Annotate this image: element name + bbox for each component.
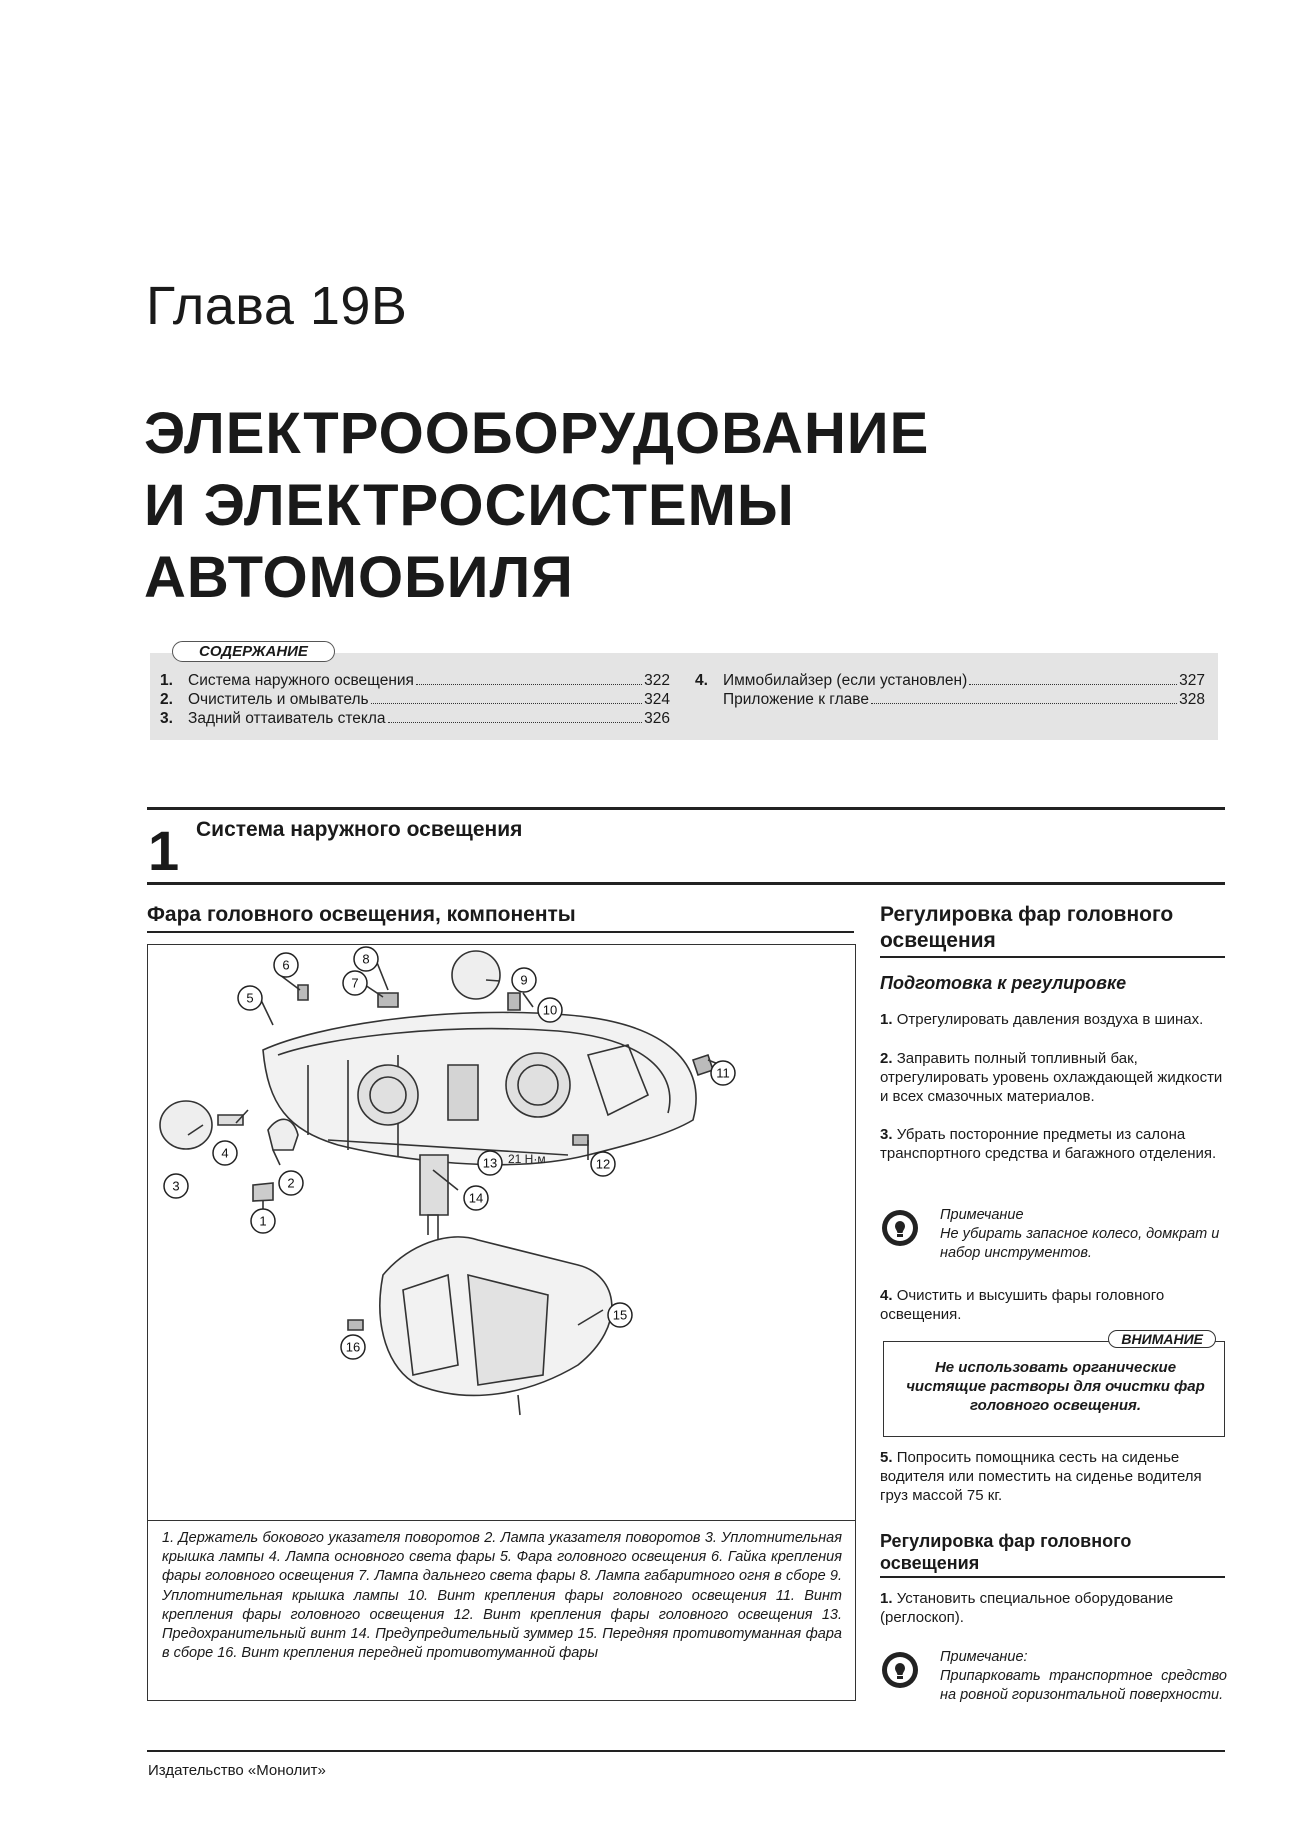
note-2-title: Примечание:	[940, 1649, 1028, 1665]
note-2-body	[940, 1648, 1227, 1705]
toc-leader	[416, 684, 642, 685]
section-rule-top	[147, 807, 1225, 810]
svg-text:16: 16	[345, 1339, 361, 1355]
toc-leader	[871, 703, 1177, 704]
toc-entry[interactable]	[695, 671, 1205, 690]
callout-9	[512, 968, 536, 992]
svg-text:1: 1	[259, 1213, 267, 1229]
chapter-label: Глава 19В	[146, 276, 408, 336]
warning-text: Не использовать органические чистящие растворы для очистки фар головного освещения.	[906, 1359, 1205, 1414]
figure-caption-box	[147, 1519, 856, 1701]
lightbulb-icon	[880, 1650, 920, 1690]
section-title: Система наружного освещения	[196, 818, 523, 841]
svg-text:4: 4	[221, 1145, 229, 1161]
toc-leader	[371, 703, 642, 704]
toc-entry-page: 328	[1179, 691, 1205, 708]
toc-entry-num: 3.	[160, 710, 173, 727]
right-heading-1: Регулировка фар головного освещения	[880, 903, 1174, 952]
section-number: 1	[148, 819, 180, 882]
callout-16	[341, 1335, 365, 1359]
callout-13	[478, 1151, 502, 1175]
item-text: Попросить помощника сесть на сиденье водителя или поместить на сиденье водителя груз массой 75 кг.	[880, 1449, 1202, 1504]
note-1-title: Примечание	[940, 1207, 1024, 1223]
item-num: 3.	[880, 1126, 893, 1143]
toc-entry[interactable]	[160, 690, 670, 709]
toc-entry-num: 1.	[160, 672, 173, 689]
svg-text:7: 7	[351, 975, 359, 991]
lightbulb-icon	[880, 1208, 920, 1248]
callout-14	[464, 1186, 488, 1210]
item-text: Заправить полный топливный бак, отрегулировать уровень охлаждающей жидкости и всех смазочных материалов.	[880, 1050, 1223, 1105]
toc-entry-page: 324	[644, 691, 670, 708]
svg-text:13: 13	[482, 1155, 498, 1171]
footer-rule	[147, 1750, 1225, 1752]
toc-leader	[969, 684, 1177, 685]
svg-text:14: 14	[468, 1190, 484, 1206]
note-2-text: Припарковать транспортное средство на ровной горизонтальной поверхности.	[940, 1668, 1227, 1703]
svg-text:15: 15	[612, 1307, 628, 1323]
prep-item-5	[880, 1448, 1225, 1505]
section-rule-bottom	[147, 882, 1225, 885]
item-text: Очистить и высушить фары головного освещения.	[880, 1287, 1165, 1323]
callout-6	[274, 953, 298, 977]
subheading-preparation: Подготовка к регулировке	[880, 973, 1127, 993]
svg-text:9: 9	[520, 972, 528, 988]
item-text: Отрегулировать давления воздуха в шинах.	[896, 1011, 1204, 1028]
callout-4	[213, 1141, 237, 1165]
svg-text:2: 2	[287, 1175, 295, 1191]
title-line-1: ЭЛЕКТРООБОРУДОВАНИЕ	[144, 401, 930, 466]
toc-entry-text: Иммобилайзер (если установлен)	[723, 672, 968, 689]
callout-10	[538, 998, 562, 1022]
figure-caption: 1. Держатель бокового указателя поворотов 2. Лампа указателя поворотов 3. Уплотнительная крышка лампы 4. Лампа основного света фары 5. Фара головного освещения 6. Гайка крепления фары головного освещения 7. Лампа дальнего света фары 8. Лампа габаритного огня в сборе 9. Уплотнительная крышка лампы 10. Винт крепления фары головного освещения 11. Винт крепления фары головного освещения 12. Винт крепления фары головного освещения 13. Предохранительный винт 14. Предупредительный зуммер 15. Передняя противотуманная фара в сборе 16. Винт крепления передней противотуманной фары	[162, 1530, 842, 1662]
callout-2	[279, 1171, 303, 1195]
item-num: 4.	[880, 1287, 893, 1304]
toc-entry[interactable]	[695, 690, 1205, 709]
chapter-title	[144, 398, 929, 614]
note-2	[880, 1650, 1225, 1730]
toc-entry-text: Очиститель и омыватель	[188, 691, 369, 708]
note-1-body	[940, 1206, 1227, 1263]
figure-heading-rule	[147, 931, 854, 933]
toc-entry-text: Система наружного освещения	[188, 672, 414, 689]
table-of-contents	[150, 643, 1218, 740]
note-1	[880, 1208, 1225, 1268]
warning-label: ВНИМАНИЕ	[1108, 1330, 1216, 1348]
svg-text:11: 11	[716, 1065, 730, 1081]
toc-entry[interactable]	[160, 709, 670, 728]
prep-item-3	[880, 1125, 1225, 1163]
svg-text:3: 3	[172, 1178, 180, 1194]
headlamp-diagram	[147, 944, 856, 1521]
callout-8	[354, 947, 378, 971]
figure-heading: Фара головного освещения, компоненты	[147, 903, 576, 926]
toc-right-column	[695, 671, 1205, 709]
toc-entry-num: 2.	[160, 691, 173, 708]
callout-7	[343, 971, 367, 995]
right-heading-2: Регулировка фар головного освещения	[880, 1531, 1132, 1573]
toc-entry-num: 4.	[695, 672, 708, 689]
callout-1	[251, 1209, 275, 1233]
toc-entry-text: Задний оттаиватель стекла	[188, 710, 386, 727]
callout-3	[164, 1174, 188, 1198]
callout-5	[238, 986, 262, 1010]
note-1-text: Не убирать запасное колесо, домкрат и набор инструментов.	[940, 1226, 1220, 1261]
item-num: 1.	[880, 1011, 893, 1028]
prep-item-4	[880, 1286, 1225, 1324]
toc-entry-page: 326	[644, 710, 670, 727]
toc-entry-text: Приложение к главе	[723, 691, 869, 708]
toc-entry-page: 322	[644, 672, 670, 689]
item-num: 5.	[880, 1449, 893, 1466]
svg-text:12: 12	[595, 1156, 611, 1172]
headlamp-drawing	[148, 945, 855, 1520]
item-num: 1.	[880, 1590, 893, 1607]
callout-11	[711, 1061, 735, 1085]
prep-item-1	[880, 1010, 1225, 1029]
item-text: Установить специальное оборудование (реглоскоп).	[880, 1590, 1174, 1626]
svg-text:10: 10	[542, 1002, 558, 1018]
item-num: 2.	[880, 1050, 893, 1067]
toc-entry[interactable]	[160, 671, 670, 690]
toc-left-column	[160, 671, 670, 728]
svg-text:8: 8	[362, 951, 370, 967]
item-text: Убрать посторонние предметы из салона транспортного средства и багажного отделения.	[880, 1126, 1217, 1162]
prep-item-2	[880, 1049, 1225, 1106]
title-line-3: АВТОМОБИЛЯ	[144, 545, 574, 610]
callout-12	[591, 1152, 615, 1176]
toc-leader	[388, 722, 643, 723]
toc-label: СОДЕРЖАНИЕ	[172, 641, 335, 662]
right-heading-1-rule	[880, 956, 1225, 958]
callout-15	[608, 1303, 632, 1327]
title-line-2: И ЭЛЕКТРОСИСТЕМЫ	[144, 473, 795, 538]
warning-box	[883, 1331, 1225, 1437]
publisher-footer: Издательство «Монолит»	[148, 1762, 326, 1779]
right-heading-2-rule	[880, 1576, 1225, 1578]
torque-label: 21 Н·м	[508, 1152, 546, 1166]
svg-text:6: 6	[282, 957, 290, 973]
svg-text:5: 5	[246, 990, 254, 1006]
toc-entry-page: 327	[1179, 672, 1205, 689]
adjust-item-1	[880, 1589, 1225, 1627]
